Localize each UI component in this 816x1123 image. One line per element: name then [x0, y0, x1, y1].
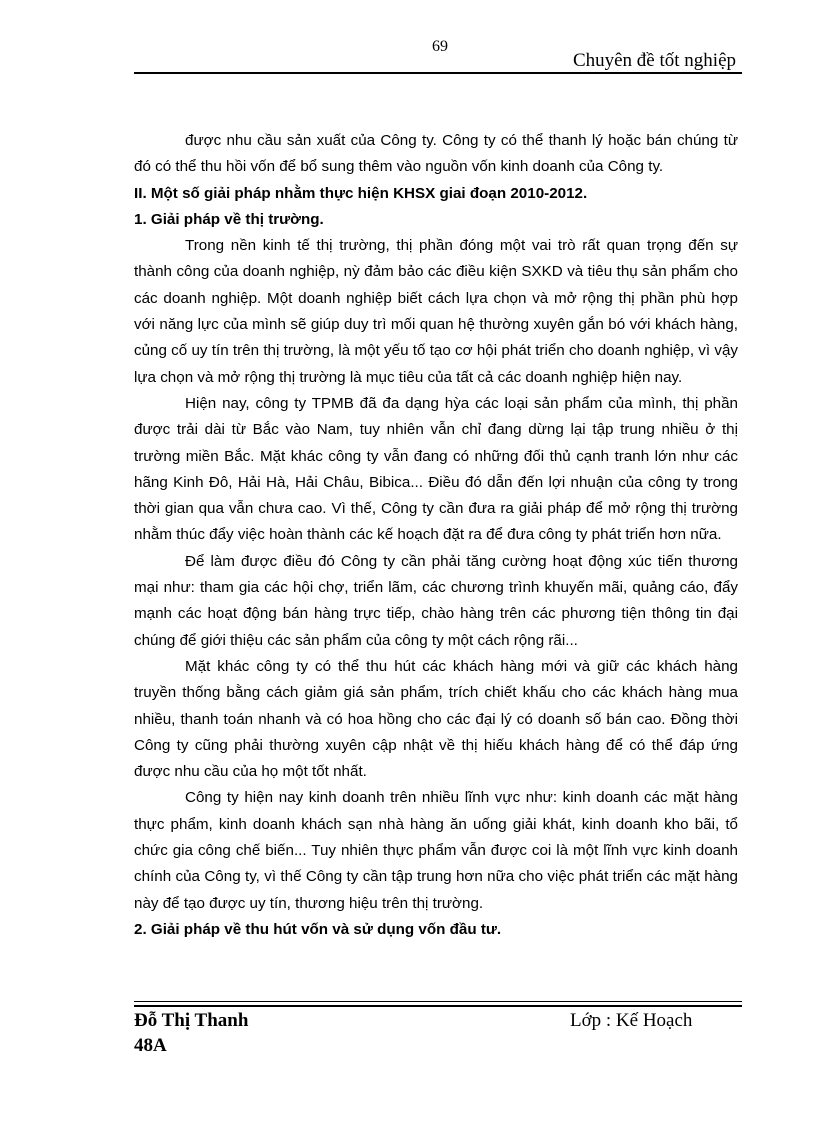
class-label: Lớp : Kế Hoạch — [570, 1010, 693, 1031]
section-heading: II. Một số giải pháp nhằm thực hiện KHSX giai đoạn 2010-2012. — [134, 184, 588, 202]
subsection-heading-market: 1. Giải pháp về thị trường. — [134, 210, 324, 228]
paragraph-current-situation: Hiện nay, công ty TPMB đã đa dạng hỳa các loại sản phẩm của mình, thị phần được trải dài từ Bắc vào Nam, tuy nhiên vẫn chỉ đang dừng lại tập trung nhiều ở thị trường miền Bắc. Mặt khác công ty vẫn đang có những đối thủ cạnh tranh lớn như các hãng Kinh Đô, Hải Hà, Hải Châu, Bibica... Điều đó dẫn đến lợi nhuận của công ty trong thời gian qua vẫn chưa cao. Vì thế, Công ty cần đưa ra giải pháp để mở rộng thị trường nhằm thúc đẩy việc hoàn thành các kế hoạch đặt ra để đưa công ty phát triển hơn nữa. — [134, 394, 738, 544]
paragraph-customer-retention: Mặt khác công ty có thể thu hút các khách hàng mới và giữ các khách hàng truyền thống bằng cách giảm giá sản phẩm, trích chiết khấu cho các khách hàng mua nhiều, thanh toán nhanh và có hoa hồng cho các đại lý có doanh số bán cao. Đồng thời Công ty cũng phải thường xuyên cập nhật về thị hiếu khách hàng để có thể đáp ứng được nhu cầu của họ một tốt nhất. — [134, 657, 738, 781]
paragraph-continuation: được nhu cầu sản xuất của Công ty. Công ty có thể thanh lý hoặc bán chúng từ đó có thể thu hồi vốn để bổ sung thêm vào nguồn vốn kinh doanh của Công ty. — [134, 132, 738, 176]
header-title: Chuyên đề tốt nghiệp — [572, 50, 736, 71]
footer-divider-thick — [134, 1005, 742, 1007]
author-name-line: Đỗ Thị Thanh — [134, 1010, 249, 1031]
footer-divider-thin — [134, 1001, 742, 1002]
header-divider — [134, 72, 742, 74]
paragraph-trade-promotion: Để làm được điều đó Công ty cần phải tăng cường hoạt động xúc tiến thương mại như: tham gia các hội chợ, triển lãm, các chương trình khuyến mãi, quảng cáo, đẩy mạnh các hoạt động bán hàng trực tiếp, chào hàng trên các phương tiện thông tin đại chúng để giới thiệu các sản phẩm của công ty một cách rộng rãi... — [134, 552, 738, 649]
author-class-code: 48A — [134, 1035, 167, 1056]
author-name — [134, 1008, 248, 1058]
subsection-heading-capital: 2. Giải pháp về thu hút vốn và sử dụng vốn đầu tư. — [134, 920, 502, 938]
paragraph-business-lines: Công ty hiện nay kinh doanh trên nhiều lĩnh vực như: kinh doanh các mặt hàng thực phẩm, kinh doanh khách sạn nhà hàng ăn uống giải khát, kinh doanh kho bãi, tổ chức gia công chế biến... Tuy nhiên thực phẩm vẫn được coi là một lĩnh vực kinh doanh chính của Công ty, vì thế Công ty cần tập trung hơn nữa cho việc phát triển các mặt hàng này để tạo được uy tín, thương hiệu trên thị trường. — [134, 789, 738, 912]
document-body — [134, 128, 738, 943]
page-number: 69 — [432, 38, 448, 55]
paragraph-market-share: Trong nền kinh tế thị trường, thị phần đóng một vai trò rất quan trọng đến sự thành công của doanh nghiệp, nỳ đảm bảo các điều kiện SXKD và tiêu thụ sản phẩm cho các doanh nghiệp. Một doanh nghiệp biết cách lựa chọn và mở rộng thị phần phù hợp với năng lực của mình sẽ giúp duy trì mối quan hệ thường xuyên gắn bó với khách hàng, củng cố uy tín trên thị trường, là một yếu tố tạo cơ hội phát triển cho doanh nghiệp, vì vậy lựa chọn và mở rộng thị trường là mục tiêu của tất cả các doanh nghiệp hiện nay. — [134, 237, 738, 386]
